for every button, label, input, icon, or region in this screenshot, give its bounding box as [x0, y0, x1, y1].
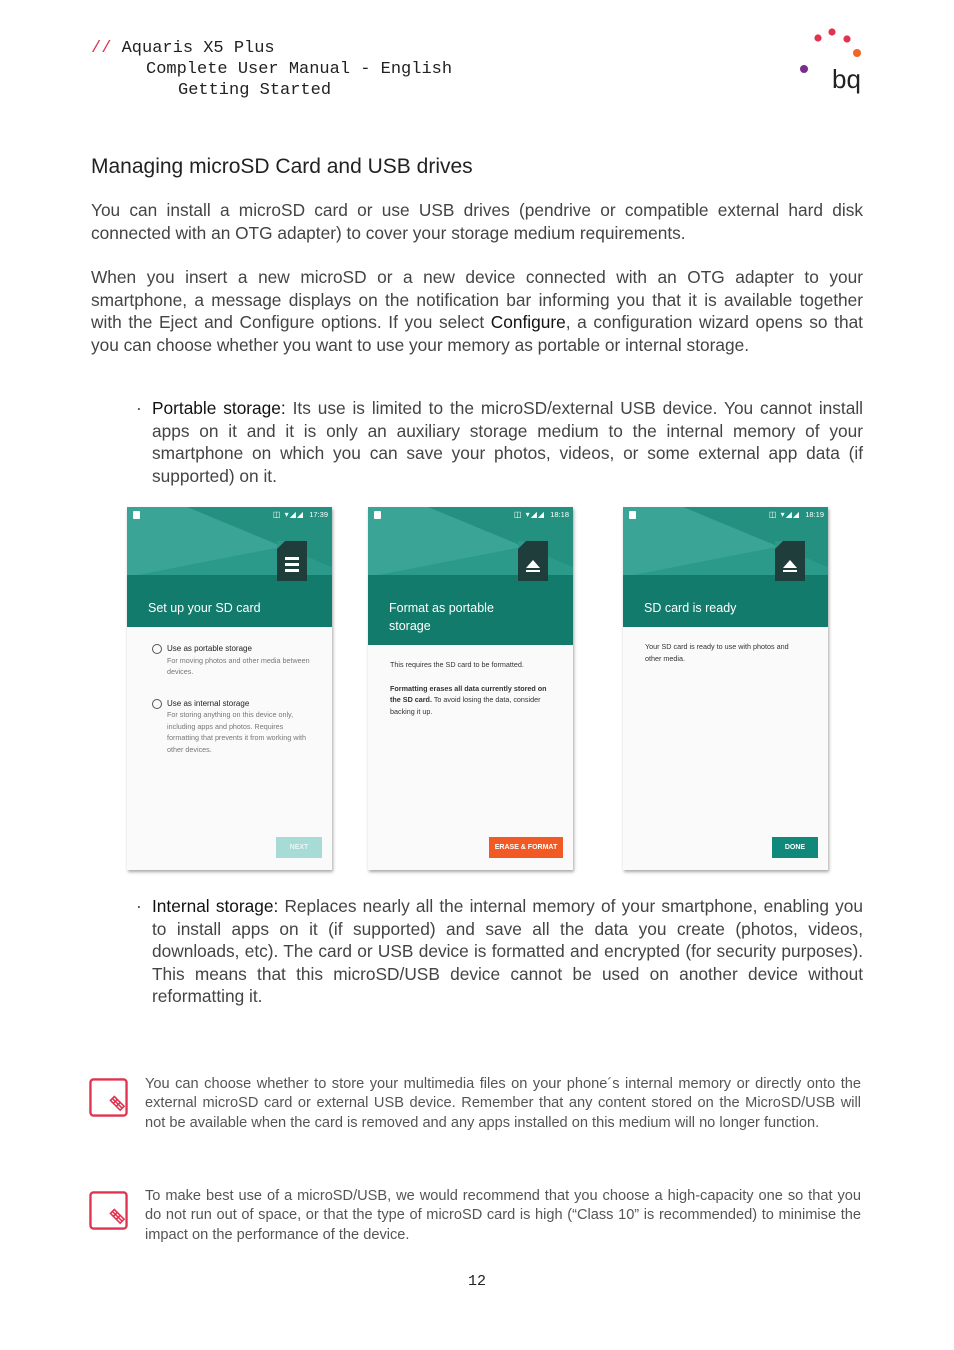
phone-title-line1: Format as portable — [389, 601, 494, 615]
phone-title — [389, 599, 494, 635]
note-pencil-icon — [89, 1078, 128, 1117]
phone-header — [127, 507, 332, 627]
screenshot-format-portable — [368, 507, 573, 870]
option-label: Use as portable storage — [167, 644, 252, 653]
header-line-product — [91, 38, 452, 59]
note-card-recommendation: To make best use of a microSD/USB, we would recommend that you choose a high-capacity one so that you do not run out of space, or that the type of microSD card is high (“Class 10” is recommended) to minimise the impact on the performance of the device. — [145, 1188, 861, 1243]
para2-text-after: , a configuration wizard opens so that you can choose whether you want to use your memory as portable or internal storage. — [91, 312, 863, 355]
next-button[interactable]: NEXT — [276, 837, 322, 858]
bullet-text: Its use is limited to the microSD/external USB device. You cannot install apps on it and it is only an auxiliary storage medium to the internal memory of your smartphone on which you can save your photos, videos, or some external app data (if supported) on it. — [152, 398, 864, 486]
product-name: Aquaris X5 Plus — [121, 39, 275, 58]
bullet-portable-storage — [136, 397, 863, 487]
status-bar — [127, 509, 332, 523]
option-portable-storage[interactable] — [149, 643, 310, 678]
status-time: 18:19 — [805, 510, 824, 519]
screenshot-sd-card-ready — [623, 507, 828, 870]
signal-icons: ◫ ▾◢◢ — [272, 510, 304, 519]
intro-paragraph: You can install a microSD card or use USB drives (pendrive or compatible external hard disk connected with an OTG adapter) to cover your storage medium requirements. — [91, 200, 863, 243]
status-time: 18:18 — [550, 510, 569, 519]
phone-title: SD card is ready — [644, 601, 737, 615]
header-line-section: Getting Started — [178, 81, 332, 100]
page-number: 12 — [467, 1273, 486, 1290]
option-internal-storage[interactable] — [149, 698, 310, 756]
note-pencil-icon — [89, 1191, 128, 1230]
header-line-manual: Complete User Manual - English — [146, 60, 453, 79]
insert-paragraph — [91, 266, 863, 356]
bullet-internal-storage — [136, 895, 863, 1008]
bullet-term: Internal storage: — [152, 896, 279, 916]
format-notice: This requires the SD card to be formatted. — [390, 660, 524, 669]
bullet-dot: · — [136, 398, 142, 418]
bullet-dot: · — [136, 896, 142, 916]
header-slash: // — [91, 39, 112, 58]
radio-button[interactable] — [152, 699, 162, 709]
option-label: Use as internal storage — [167, 698, 250, 708]
bullet-text: Replaces nearly all the internal memory of your smartphone, enabling you to install apps on it (if supported) and save all the data you create (photos, videos, downloads, etc). The card or USB device is formatted and encrypted (for security purposes). This means that this microSD/USB device cannot be used on another device without reformatting it. — [152, 896, 863, 1006]
erase-format-button[interactable]: ERASE & FORMAT — [489, 837, 563, 858]
phone-title-line2: storage — [389, 619, 431, 633]
bullet-term: Portable storage: — [152, 398, 286, 418]
status-bar — [623, 509, 828, 523]
phone-header — [623, 507, 828, 627]
format-warning-rest: To avoid losing the data, consider backing it up. — [390, 695, 541, 716]
radio-button[interactable] — [152, 644, 162, 654]
section-title: Managing microSD Card and USB drives — [91, 155, 473, 178]
ready-message: Your SD card is ready to use with photos and other media. — [645, 642, 789, 663]
sd-notification-icon — [374, 511, 381, 519]
signal-icons: ◫ ▾◢◢ — [513, 510, 545, 519]
option-description: For storing anything on this device only, including apps and photos. Requires formatting that prevents it from working with other devices. — [167, 710, 307, 754]
phone-title: Set up your SD card — [148, 601, 261, 615]
signal-icons: ◫ ▾◢◢ — [768, 510, 800, 519]
logo-text: bq — [832, 64, 861, 94]
status-time: 17:39 — [309, 510, 328, 519]
bq-logo — [796, 26, 866, 96]
sd-card-eject-icon — [518, 541, 548, 581]
format-warning — [390, 683, 551, 718]
phone-header — [368, 507, 573, 645]
status-bar — [368, 509, 573, 523]
configure-keyword: Configure — [490, 312, 566, 332]
format-warning-bold: Formatting erases all data currently stored on the SD card. — [390, 683, 547, 704]
note-storage-choice: You can choose whether to store your multimedia files on your phone´s internal memory or directly onto the external microSD card or external USB device. Remember that any content stored on the MicroSD/USB will not be available when the card is removed and any apps installed on this medium will no longer function. — [145, 1076, 861, 1131]
sd-notification-icon — [133, 511, 140, 519]
sd-card-icon — [277, 541, 307, 581]
sd-card-eject-icon — [775, 541, 805, 581]
para2-text-before: When you insert a new microSD or a new device connected with an OTG adapter to your smartphone, a message displays on the notification bar informing you that it is available together with the Eject and Configure options. If you select — [91, 267, 863, 332]
done-button[interactable]: DONE — [772, 837, 818, 858]
sd-notification-icon — [629, 511, 636, 519]
screenshot-setup-sd-card — [127, 507, 332, 870]
document-header — [91, 38, 452, 101]
option-description: For moving photos and other media between devices. — [167, 655, 310, 676]
